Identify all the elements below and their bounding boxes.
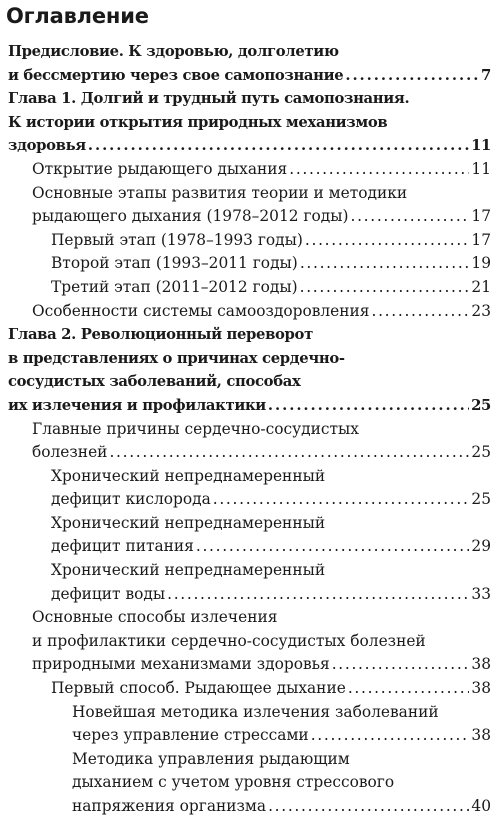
dot-leader: [268, 394, 469, 418]
page-number: 11: [471, 159, 491, 178]
toc-entry-text: здоровья: [8, 137, 86, 155]
toc-entry-last-line: [8, 64, 497, 88]
toc-entry-last-line: [51, 252, 497, 276]
toc-entry-text: их излечения и профилактики: [8, 396, 266, 414]
toc-entry-text: в представлениях о причинах сердечно-: [8, 349, 345, 367]
dot-leader: [350, 205, 469, 229]
page-number: 38: [471, 679, 491, 698]
toc-entry[interactable]: [0, 87, 497, 158]
dot-leader: [109, 441, 469, 465]
toc-entry-text: через управление стрессами: [72, 726, 309, 745]
page-number: 38: [471, 655, 491, 674]
page-title: Оглавление: [6, 4, 149, 28]
toc-entry-text: Хронический непреднамеренный: [51, 513, 326, 532]
page-number: 21: [471, 277, 491, 296]
toc-entry-last-line: [32, 300, 497, 324]
toc-entry-text: дефицит воды: [51, 584, 166, 603]
toc-entry-text: Хронический непреднамеренный: [51, 561, 326, 580]
dot-leader: [305, 229, 470, 253]
toc-entry-last-line: [51, 677, 497, 701]
toc-entry-text: сосудистых заболеваний, способах: [8, 373, 301, 391]
page-number: 29: [471, 537, 491, 556]
toc-entry-last-line: [51, 535, 497, 559]
dot-leader: [300, 252, 470, 276]
toc-entry-text: болезней: [32, 443, 108, 462]
toc-list: [0, 35, 497, 819]
toc-entry[interactable]: [0, 512, 497, 559]
toc-entry-last-line: [32, 441, 497, 465]
toc-entry[interactable]: [0, 252, 497, 276]
dot-leader: [345, 64, 479, 88]
toc-entry[interactable]: [0, 323, 497, 417]
toc-entry-last-line: [72, 795, 497, 819]
toc-entry-text: Предисловие. К здоровью, долголетию: [8, 43, 339, 60]
toc-entry[interactable]: [0, 300, 497, 324]
dot-leader: [300, 276, 470, 300]
toc-entry-text: Открытие рыдающего дыхания: [32, 159, 288, 178]
toc-entry[interactable]: [0, 229, 497, 253]
page-number: 33: [471, 584, 491, 603]
dot-leader: [289, 158, 469, 182]
toc-entry-text: К истории открытия природных механизмов: [8, 113, 388, 131]
toc-entry-text: Третий этап (2011–2012 годы): [51, 277, 298, 296]
dot-leader: [196, 535, 470, 559]
toc-entry-text: Методика управления рыдающим: [72, 749, 350, 768]
toc-entry-text: Второй этап (1993–2011 годы): [51, 254, 298, 273]
toc-entry-last-line: [8, 134, 497, 158]
toc-entry-text: Хронический непреднамеренный: [51, 466, 326, 485]
page-number: 40: [471, 797, 491, 815]
page-number: 25: [471, 443, 491, 462]
toc-entry[interactable]: [0, 559, 497, 606]
page-number: 7: [481, 66, 491, 84]
toc-entry-text: Первый способ. Рыдающее дыхание: [51, 679, 346, 698]
toc-entry-text: напряжения организма: [72, 797, 267, 815]
toc-entry-last-line: [51, 488, 497, 512]
dot-leader: [332, 653, 470, 677]
dot-leader: [167, 583, 469, 607]
toc-entry[interactable]: [0, 276, 497, 300]
toc-entry[interactable]: [0, 40, 497, 87]
toc-entry[interactable]: [0, 465, 497, 512]
toc-entry-last-line: [72, 724, 497, 748]
toc-entry-text: и бессмертию через свое самопознание: [8, 66, 344, 84]
page-number: 17: [471, 207, 491, 226]
toc-entry-last-line: [51, 229, 497, 253]
toc-entry-text: Новейшая методика излечения заболеваний: [72, 702, 439, 721]
toc-entry-text: Основные этапы развития теории и методики: [32, 183, 408, 202]
toc-entry[interactable]: [0, 606, 497, 677]
toc-entry[interactable]: [0, 701, 497, 748]
page-number: 17: [471, 230, 491, 249]
dot-leader: [268, 795, 469, 819]
toc-entry-text: дефицит кислорода: [51, 490, 211, 509]
page-number: 19: [471, 254, 491, 273]
toc-entry-text: рыдающего дыхания (1978–2012 годы): [32, 207, 349, 226]
dot-leader: [372, 300, 470, 324]
toc-entry[interactable]: [0, 418, 497, 465]
toc-entry-text: дефицит питания: [51, 537, 194, 556]
toc-entry-text: Глава 2. Революционный переворот: [8, 326, 313, 344]
toc-entry[interactable]: [0, 748, 497, 819]
toc-entry-text: природными механизмами здоровья: [32, 655, 330, 674]
toc-entry-last-line: [8, 394, 497, 418]
dot-leader: [348, 677, 470, 701]
toc-entry[interactable]: [0, 182, 497, 229]
toc-entry-last-line: [32, 653, 497, 677]
toc-entry-text: дыханием с учетом уровня стрессового: [72, 773, 395, 792]
page-number: 25: [471, 490, 491, 509]
page-number: 23: [471, 301, 491, 320]
toc-entry-text: Особенности системы самооздоровления: [32, 301, 370, 320]
toc-entry-text: Первый этап (1978–1993 годы): [51, 230, 303, 249]
dot-leader: [213, 488, 470, 512]
toc-entry-text: Основные способы излечения: [32, 608, 278, 627]
toc-entry[interactable]: [0, 677, 497, 701]
dot-leader: [311, 724, 470, 748]
page-number: 11: [471, 137, 491, 155]
page-number: 25: [471, 396, 491, 414]
toc-entry-last-line: [32, 158, 497, 182]
dot-leader: [88, 134, 469, 158]
toc-entry-last-line: [51, 276, 497, 300]
toc-entry-text: Главные причины сердечно-сосудистых: [32, 419, 359, 438]
toc-entry-text: Глава 1. Долгий и трудный путь самопознания.: [8, 90, 410, 108]
toc-entry-last-line: [51, 583, 497, 607]
page-number: 38: [471, 726, 491, 745]
toc-entry[interactable]: [0, 158, 497, 182]
toc-entry-last-line: [32, 205, 497, 229]
toc-entry-text: и профилактики сердечно-сосудистых болезней: [32, 631, 426, 650]
